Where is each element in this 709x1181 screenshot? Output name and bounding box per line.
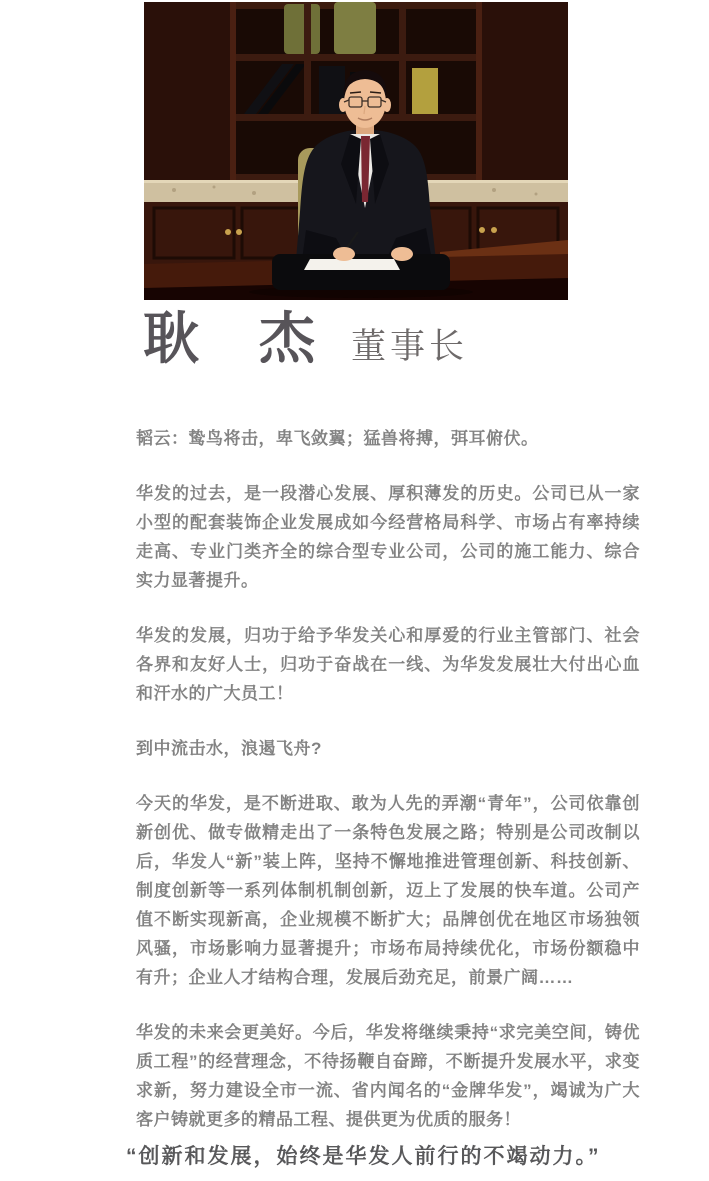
photo-left-cabinet: [144, 2, 234, 182]
paragraph-future: 华发的未来会更美好。今后，华发将继续秉持“求完美空间，铸优质工程”的经营理念，不待扬鞭自奋蹄，不断提升发展水平，求变求新，努力建设全市一流、省内闻名的“金牌华发”，竭诚为广大客户铸就更多的精品工程、提供更为优质的服务！: [136, 1023, 640, 1129]
closing-quote: “创新和发展，始终是华发人前行的不竭动力。”: [126, 1145, 601, 1168]
photo-green-box: [284, 4, 320, 54]
photo-green-box-2: [334, 2, 376, 54]
photo-hand-right: [333, 247, 355, 261]
paragraph-past: 华发的过去，是一段潜心发展、厚积薄发的历史。公司已从一家小型的配套装饰企业发展成如今经营格局科学、市场占有率持续走高、专业门类齐全的综合型专业公司，公司的施工能力、综合实力显著提升。: [136, 484, 640, 590]
name-row: [143, 305, 468, 372]
message-body: [136, 424, 640, 1160]
photo-paper: [304, 259, 400, 270]
photo-right-cabinet: [478, 2, 568, 182]
photo-hand-left: [391, 247, 413, 261]
chairman-title-label: 董事长: [351, 327, 469, 366]
paragraph-proverb: 韬云：鸷鸟将击，卑飞敛翼；猛兽将搏，弭耳俯伏。: [136, 429, 539, 448]
chairman-name: 耿 杰: [143, 307, 317, 370]
chairman-photo: [144, 2, 568, 300]
paragraph-gratitude: 华发的发展，归功于给予华发关心和厚爱的行业主管部门、社会各界和友好人士，归功于奋战在一线、为华发发展壮大付出心血和汗水的广大员工！: [136, 626, 640, 703]
paragraph-question: 到中流击水，浪遏飞舟?: [136, 739, 322, 758]
paragraph-today: 今天的华发，是不断进取、敢为人先的弄潮“青年”，公司依靠创新创优、做专做精走出了一条特色发展之路；特别是公司改制以后，华发人“新”装上阵，坚持不懈地推进管理创新、科技创新、制度创新等一系列体制机制创新，迈上了发展的快车道。公司产值不断实现新高，企业规模不断扩大；品牌创优在地区市场独领风骚，市场影响力显著提升；市场布局持续优化，市场份额稳中有升；企业人才结构合理，发展后劲充足，前景广阔……: [136, 794, 640, 987]
photo-yellow-folder: [412, 68, 438, 114]
chairman-photo-illustration: [144, 2, 568, 300]
